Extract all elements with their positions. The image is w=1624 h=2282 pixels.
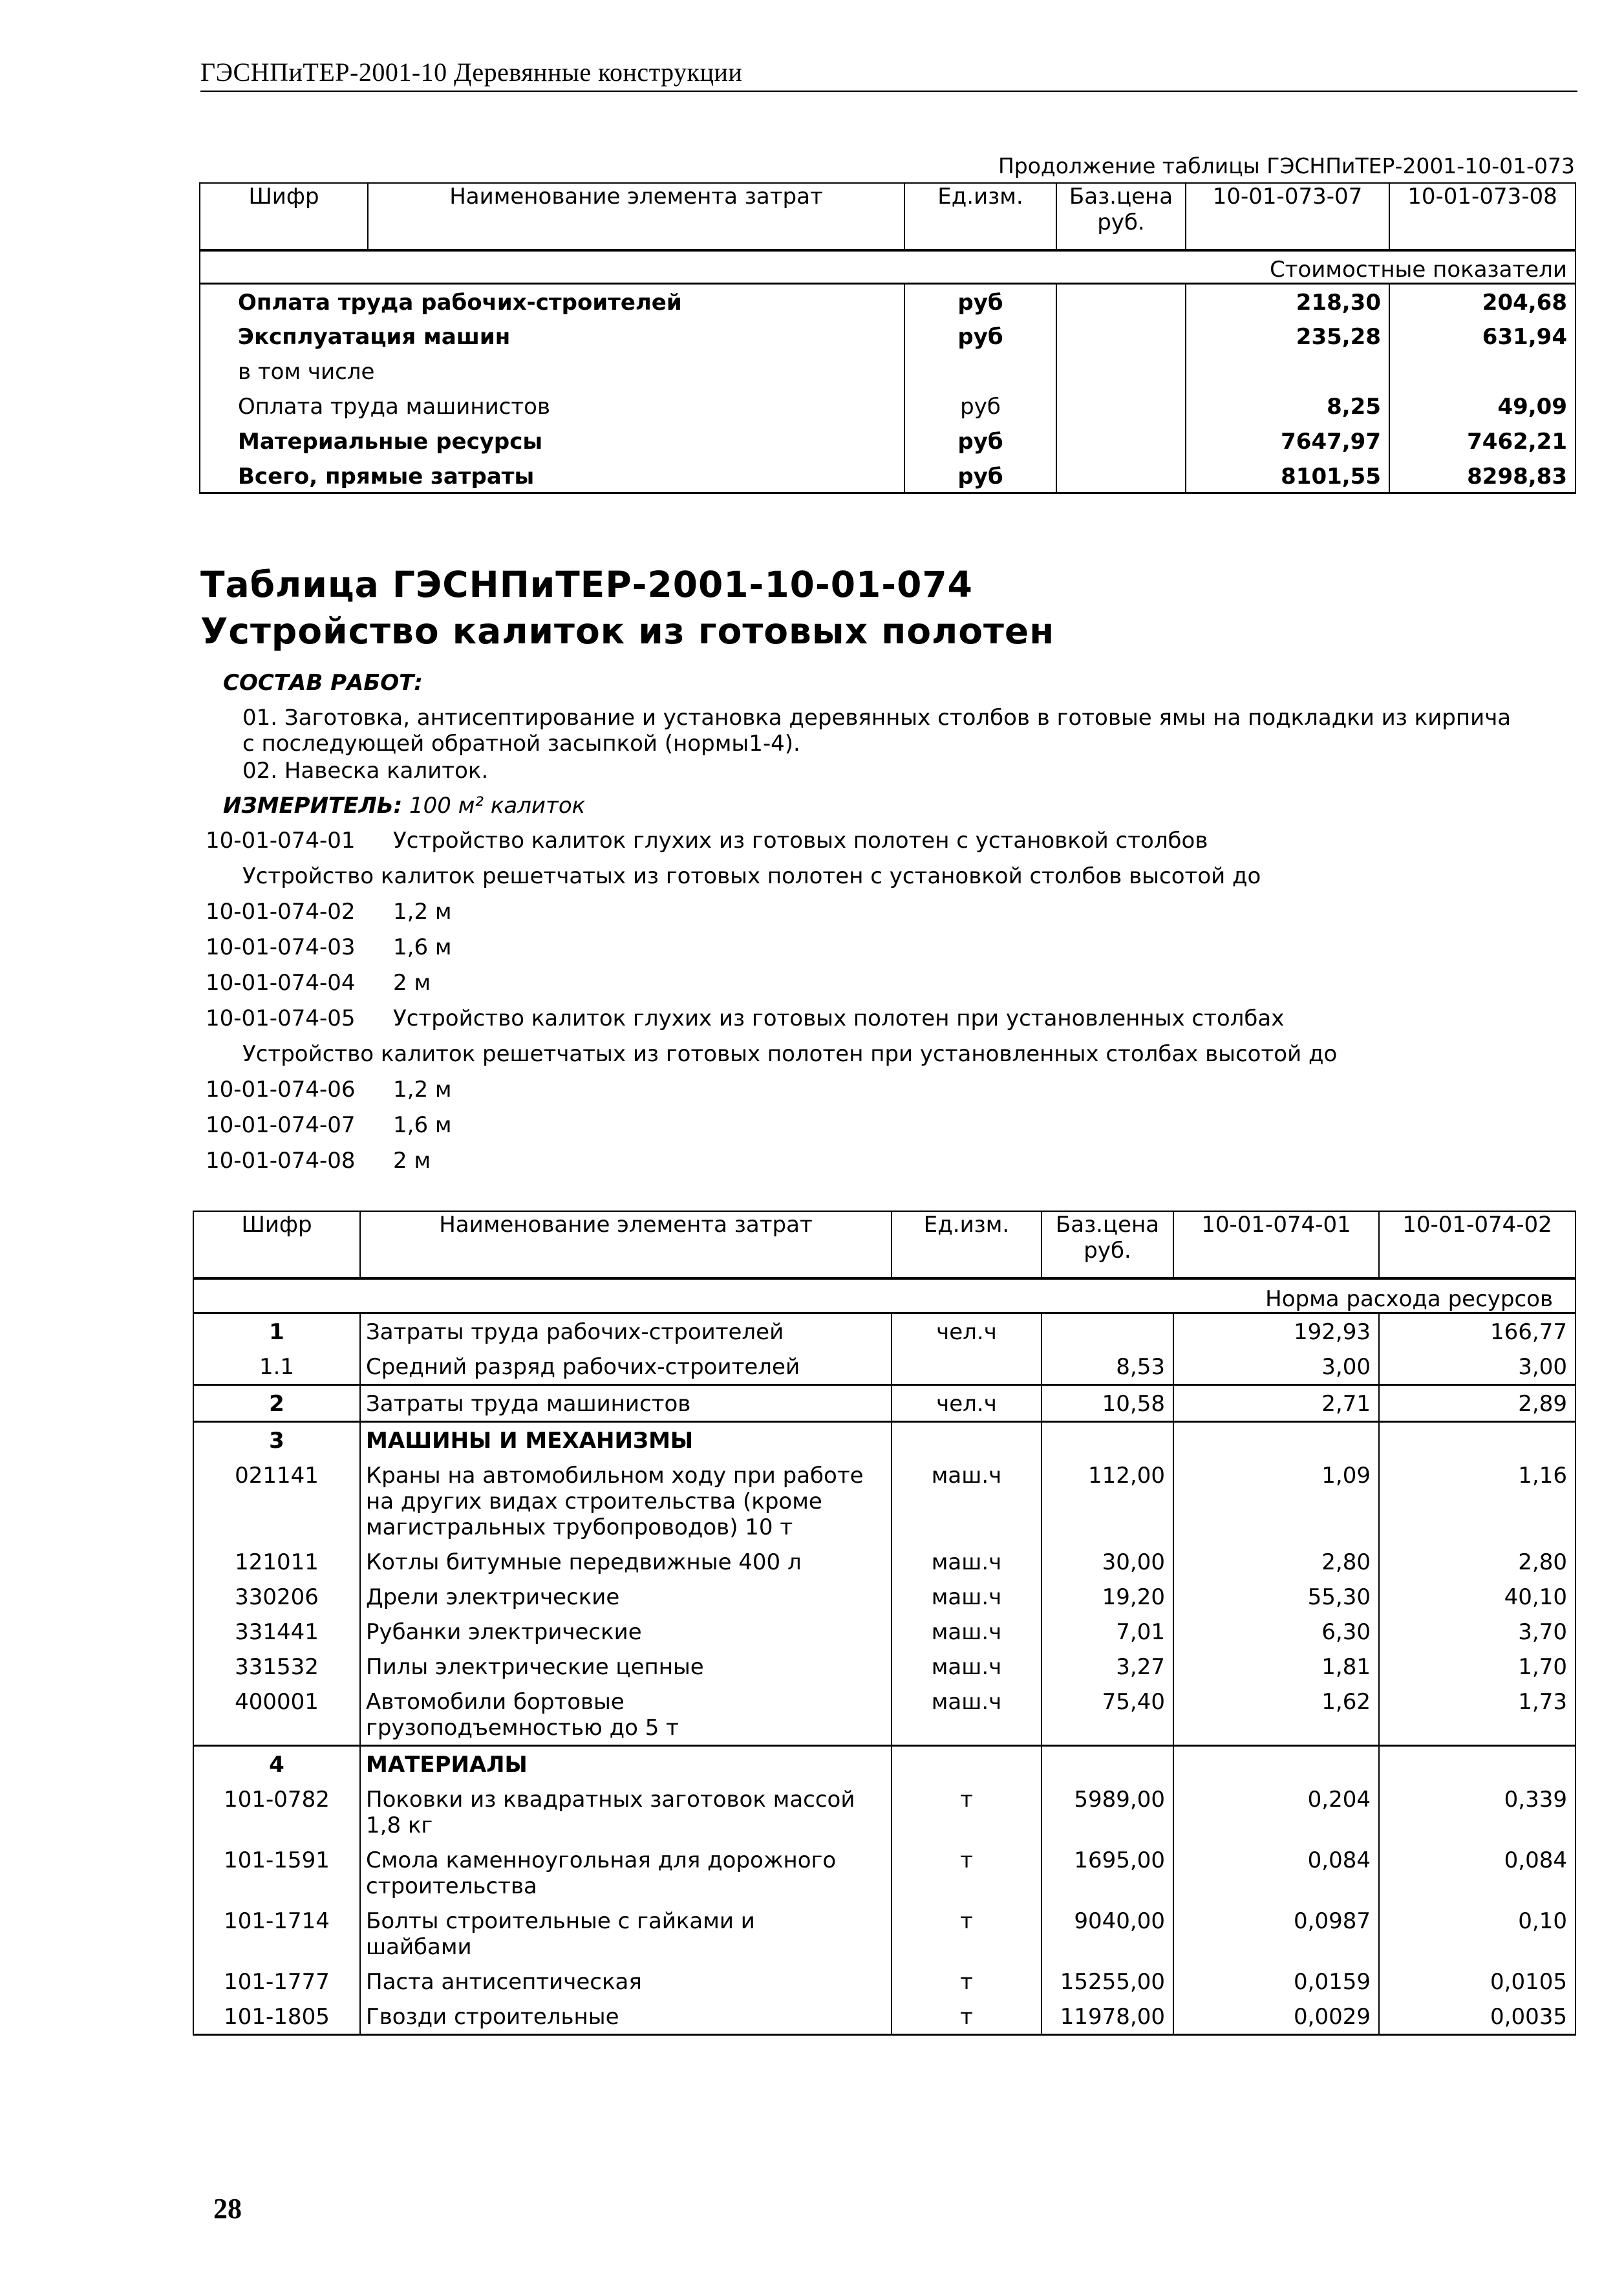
table-cell [1389,354,1576,389]
table-cell: 331441 [193,1614,360,1649]
table-cell: 631,94 [1389,319,1576,354]
section-row [193,1278,1576,1313]
table-row [200,354,1576,389]
col-header: Баз.цена руб. [1056,183,1186,250]
table-cell [1056,354,1186,389]
table-cell: 2,80 [1173,1544,1379,1579]
table-cell: руб [904,284,1056,319]
code-id: 10-01-074-07 [206,1112,356,1138]
code-description: 1,2 м [393,1077,452,1103]
table-cell: маш.ч [892,1458,1042,1544]
table-cell [892,1349,1042,1385]
sostav-item: 02. Навеска калиток. [242,758,489,784]
table-cell: 4 [193,1746,360,1782]
table-cell: 30,00 [1042,1544,1173,1579]
table-cell: чел.ч [892,1385,1042,1422]
table-cell: 7462,21 [1389,424,1576,458]
table-cell [1056,284,1186,319]
code-description: 2 м [393,970,431,996]
continuation-caption: Продолжение таблицы ГЭСНПиТЕР-2001-10-01-073 [998,153,1575,178]
table-cell [1056,424,1186,458]
table-row [193,1684,1576,1746]
table-cell [1056,319,1186,354]
table-cell: МАТЕРИАЛЫ [360,1746,892,1782]
code-id: 10-01-074-05 [206,1006,356,1031]
table-cell: 101-1714 [193,1903,360,1964]
izmeritel [223,793,585,819]
table-cell [1186,354,1389,389]
code-id: 10-01-074-04 [206,970,356,996]
table-cell [1042,1746,1173,1782]
table-cell [1056,458,1186,493]
table-cell: 1,81 [1173,1649,1379,1684]
table-cell: 0,10 [1379,1903,1576,1964]
table-cell: Затраты труда машинистов [360,1385,892,1422]
code-description: 1,6 м [393,934,452,960]
col-header: Ед.изм. [904,183,1056,250]
table-cell: 0,0159 [1173,1964,1379,1999]
table-cell: 235,28 [1186,319,1389,354]
table-cell: 7647,97 [1186,424,1389,458]
table-cell: 1,62 [1173,1684,1379,1746]
table-row [193,1903,1576,1964]
table-cell [1379,1746,1576,1782]
table-cell: в том числе [200,354,904,389]
table-cell: 3,00 [1379,1349,1576,1385]
page-number: 28 [213,2193,242,2224]
table-cell: Затраты труда рабочих-строителей [360,1313,892,1350]
table-cell: Оплата труда рабочих-строителей [200,284,904,319]
table-row [193,1385,1576,1422]
table-cell: 6,30 [1173,1614,1379,1649]
table-header [193,1211,1576,1278]
running-header: ГЭСНПиТЕР-2001-10 Деревянные конструкции [200,58,743,87]
header-rule [200,91,1577,92]
col-header: Наименование элемента затрат [360,1211,892,1278]
table-cell: 1,73 [1379,1684,1576,1746]
table-cell: руб [904,458,1056,493]
resource-table [193,1211,1576,2036]
table-header [200,183,1576,250]
table-cell [1042,1313,1173,1350]
table-cell: 021141 [193,1458,360,1544]
table-cell: Средний разряд рабочих-строителей [360,1349,892,1385]
code-id: 10-01-074-06 [206,1077,356,1103]
section-label: Стоимостные показатели [200,250,1576,284]
table-row [193,1544,1576,1579]
table-cell: 8101,55 [1186,458,1389,493]
table-cell: Дрели электрические [360,1579,892,1614]
table-cell: 192,93 [1173,1313,1379,1350]
table-row [193,1842,1576,1903]
table-cell: 1 [193,1313,360,1350]
table-cell: 15255,00 [1042,1964,1173,1999]
table-row [193,1649,1576,1684]
table-cell: 3,00 [1173,1349,1379,1385]
table-cell: 101-0782 [193,1781,360,1842]
table-cell: 9040,00 [1042,1903,1173,1964]
table-cell: Гвозди строительные [360,1999,892,2035]
table-cell [1042,1422,1173,1458]
table-row [193,1999,1576,2035]
table-row [200,389,1576,424]
table-cell: 7,01 [1042,1614,1173,1649]
table-cell: 1.1 [193,1349,360,1385]
code-description: 1,2 м [393,899,452,925]
table-cell [892,1746,1042,1782]
table-cell: т [892,1999,1042,2035]
table-cell: 1,16 [1379,1458,1576,1544]
table-row [193,1313,1576,1350]
table-cell: 101-1591 [193,1842,360,1903]
table-cell: 1,09 [1173,1458,1379,1544]
table-cell: 8,53 [1042,1349,1173,1385]
table-cell [904,354,1056,389]
table-cell: чел.ч [892,1313,1042,1350]
table-cell: 0,0035 [1379,1999,1576,2035]
table-title: Таблица ГЭСНПиТЕР-2001-10-01-074 [200,564,973,605]
col-header: Наименование элемента затрат [368,183,904,250]
table-cell: маш.ч [892,1649,1042,1684]
table-row [193,1746,1576,1782]
col-header: 10-01-074-01 [1173,1211,1379,1278]
code-description: Устройство калиток решетчатых из готовых полотен с установкой столбов высотой до [242,863,1261,889]
table-row [193,1614,1576,1649]
table-cell: Материальные ресурсы [200,424,904,458]
table-row [193,1579,1576,1614]
table-row [193,1349,1576,1385]
table-cell [892,1422,1042,1458]
table-cell: т [892,1842,1042,1903]
table-cell: 3,70 [1379,1614,1576,1649]
table-cell: Рубанки электрические [360,1614,892,1649]
table-cell: 3,27 [1042,1649,1173,1684]
col-header: Шифр [193,1211,360,1278]
table-cell: 8298,83 [1389,458,1576,493]
table-cell: 0,0029 [1173,1999,1379,2035]
table-cell: 0,0987 [1173,1903,1379,1964]
table-row [193,1964,1576,1999]
table-row [200,458,1576,493]
table-cell: руб [904,389,1056,424]
table-cell: 0,339 [1379,1781,1576,1842]
table-cell: руб [904,319,1056,354]
table-cell: Болты строительные с гайками и шайбами [360,1903,892,1964]
table-cell: 204,68 [1389,284,1576,319]
table-cell: Автомобили бортовые грузоподъемностью до 5 т [360,1684,892,1746]
cost-table [199,182,1576,494]
table-cell: 331532 [193,1649,360,1684]
code-description: Устройство калиток решетчатых из готовых полотен при установленных столбах высотой до [242,1041,1338,1067]
section-row [200,250,1576,284]
table-cell: 0,0105 [1379,1964,1576,1999]
section-label: Норма расхода ресурсов [193,1278,1576,1313]
table-cell: Смола каменноугольная для дорожного строительства [360,1842,892,1903]
table-cell [1173,1422,1379,1458]
code-id: 10-01-074-02 [206,899,356,925]
table-cell: т [892,1903,1042,1964]
table-cell: 3 [193,1422,360,1458]
table-cell: Оплата труда машинистов [200,389,904,424]
table-cell: 75,40 [1042,1684,1173,1746]
table-cell [1173,1746,1379,1782]
table-cell: 49,09 [1389,389,1576,424]
code-description: Устройство калиток глухих из готовых полотен при установленных столбах [393,1006,1285,1031]
table-cell: 1695,00 [1042,1842,1173,1903]
table-cell: руб [904,424,1056,458]
table-cell: т [892,1964,1042,1999]
col-header: Ед.изм. [892,1211,1042,1278]
sostav-item: 01. Заготовка, антисептирование и установка деревянных столбов в готовые ямы на подкладки из кирпича с последующей обратной засыпкой (нормы1-4). [242,705,1512,757]
table-cell: МАШИНЫ И МЕХАНИЗМЫ [360,1422,892,1458]
code-id: 10-01-074-03 [206,934,356,960]
table-cell: 5989,00 [1042,1781,1173,1842]
table-cell: 166,77 [1379,1313,1576,1350]
table-row [200,284,1576,319]
table-cell: Пилы электрические цепные [360,1649,892,1684]
table-cell: 1,70 [1379,1649,1576,1684]
table-cell: 0,084 [1379,1842,1576,1903]
table-cell: 2,89 [1379,1385,1576,1422]
table-cell: 2 [193,1385,360,1422]
table-cell: т [892,1781,1042,1842]
izmeritel-label: ИЗМЕРИТЕЛЬ: [223,793,403,819]
table-cell: 2,80 [1379,1544,1576,1579]
table-cell: 330206 [193,1579,360,1614]
table-cell: 55,30 [1173,1579,1379,1614]
table-cell: Эксплуатация машин [200,319,904,354]
table-cell: Паста антисептическая [360,1964,892,1999]
table-cell: 101-1777 [193,1964,360,1999]
col-header: 10-01-073-07 [1186,183,1389,250]
table-cell [1379,1422,1576,1458]
table-cell: 112,00 [1042,1458,1173,1544]
code-description: 2 м [393,1148,431,1174]
table-cell: 400001 [193,1684,360,1746]
table-row [200,424,1576,458]
code-id: 10-01-074-08 [206,1148,356,1174]
table-cell: маш.ч [892,1614,1042,1649]
table-cell: 0,084 [1173,1842,1379,1903]
col-header: Шифр [200,183,368,250]
col-header: 10-01-073-08 [1389,183,1576,250]
table-cell: 121011 [193,1544,360,1579]
code-description: Устройство калиток глухих из готовых полотен с установкой столбов [393,828,1208,854]
table-cell: Котлы битумные передвижные 400 л [360,1544,892,1579]
table-row [193,1781,1576,1842]
table-cell: 101-1805 [193,1999,360,2035]
table-cell: 10,58 [1042,1385,1173,1422]
table-cell: Всего, прямые затраты [200,458,904,493]
table-cell: маш.ч [892,1544,1042,1579]
table-cell: 2,71 [1173,1385,1379,1422]
table-cell: маш.ч [892,1579,1042,1614]
table-cell: маш.ч [892,1684,1042,1746]
table-cell: 40,10 [1379,1579,1576,1614]
table-cell: Поковки из квадратных заготовок массой 1,8 кг [360,1781,892,1842]
table-cell: 11978,00 [1042,1999,1173,2035]
table-subtitle: Устройство калиток из готовых полотен [200,610,1055,652]
table-cell: 218,30 [1186,284,1389,319]
table-row [200,319,1576,354]
sostav-label: СОСТАВ РАБОТ: [223,670,423,696]
table-row [193,1458,1576,1544]
table-row [193,1422,1576,1458]
table-cell: 8,25 [1186,389,1389,424]
table-cell: 0,204 [1173,1781,1379,1842]
table-cell: Краны на автомобильном ходу при работе на других видах строительства (кроме магистральных трубопроводов) 10 т [360,1458,892,1544]
code-id: 10-01-074-01 [206,828,356,854]
table-cell: 19,20 [1042,1579,1173,1614]
code-description: 1,6 м [393,1112,452,1138]
table-cell [1056,389,1186,424]
col-header: Баз.цена руб. [1042,1211,1173,1278]
izmeritel-value: 100 м² калиток [409,793,586,819]
col-header: 10-01-074-02 [1379,1211,1576,1278]
